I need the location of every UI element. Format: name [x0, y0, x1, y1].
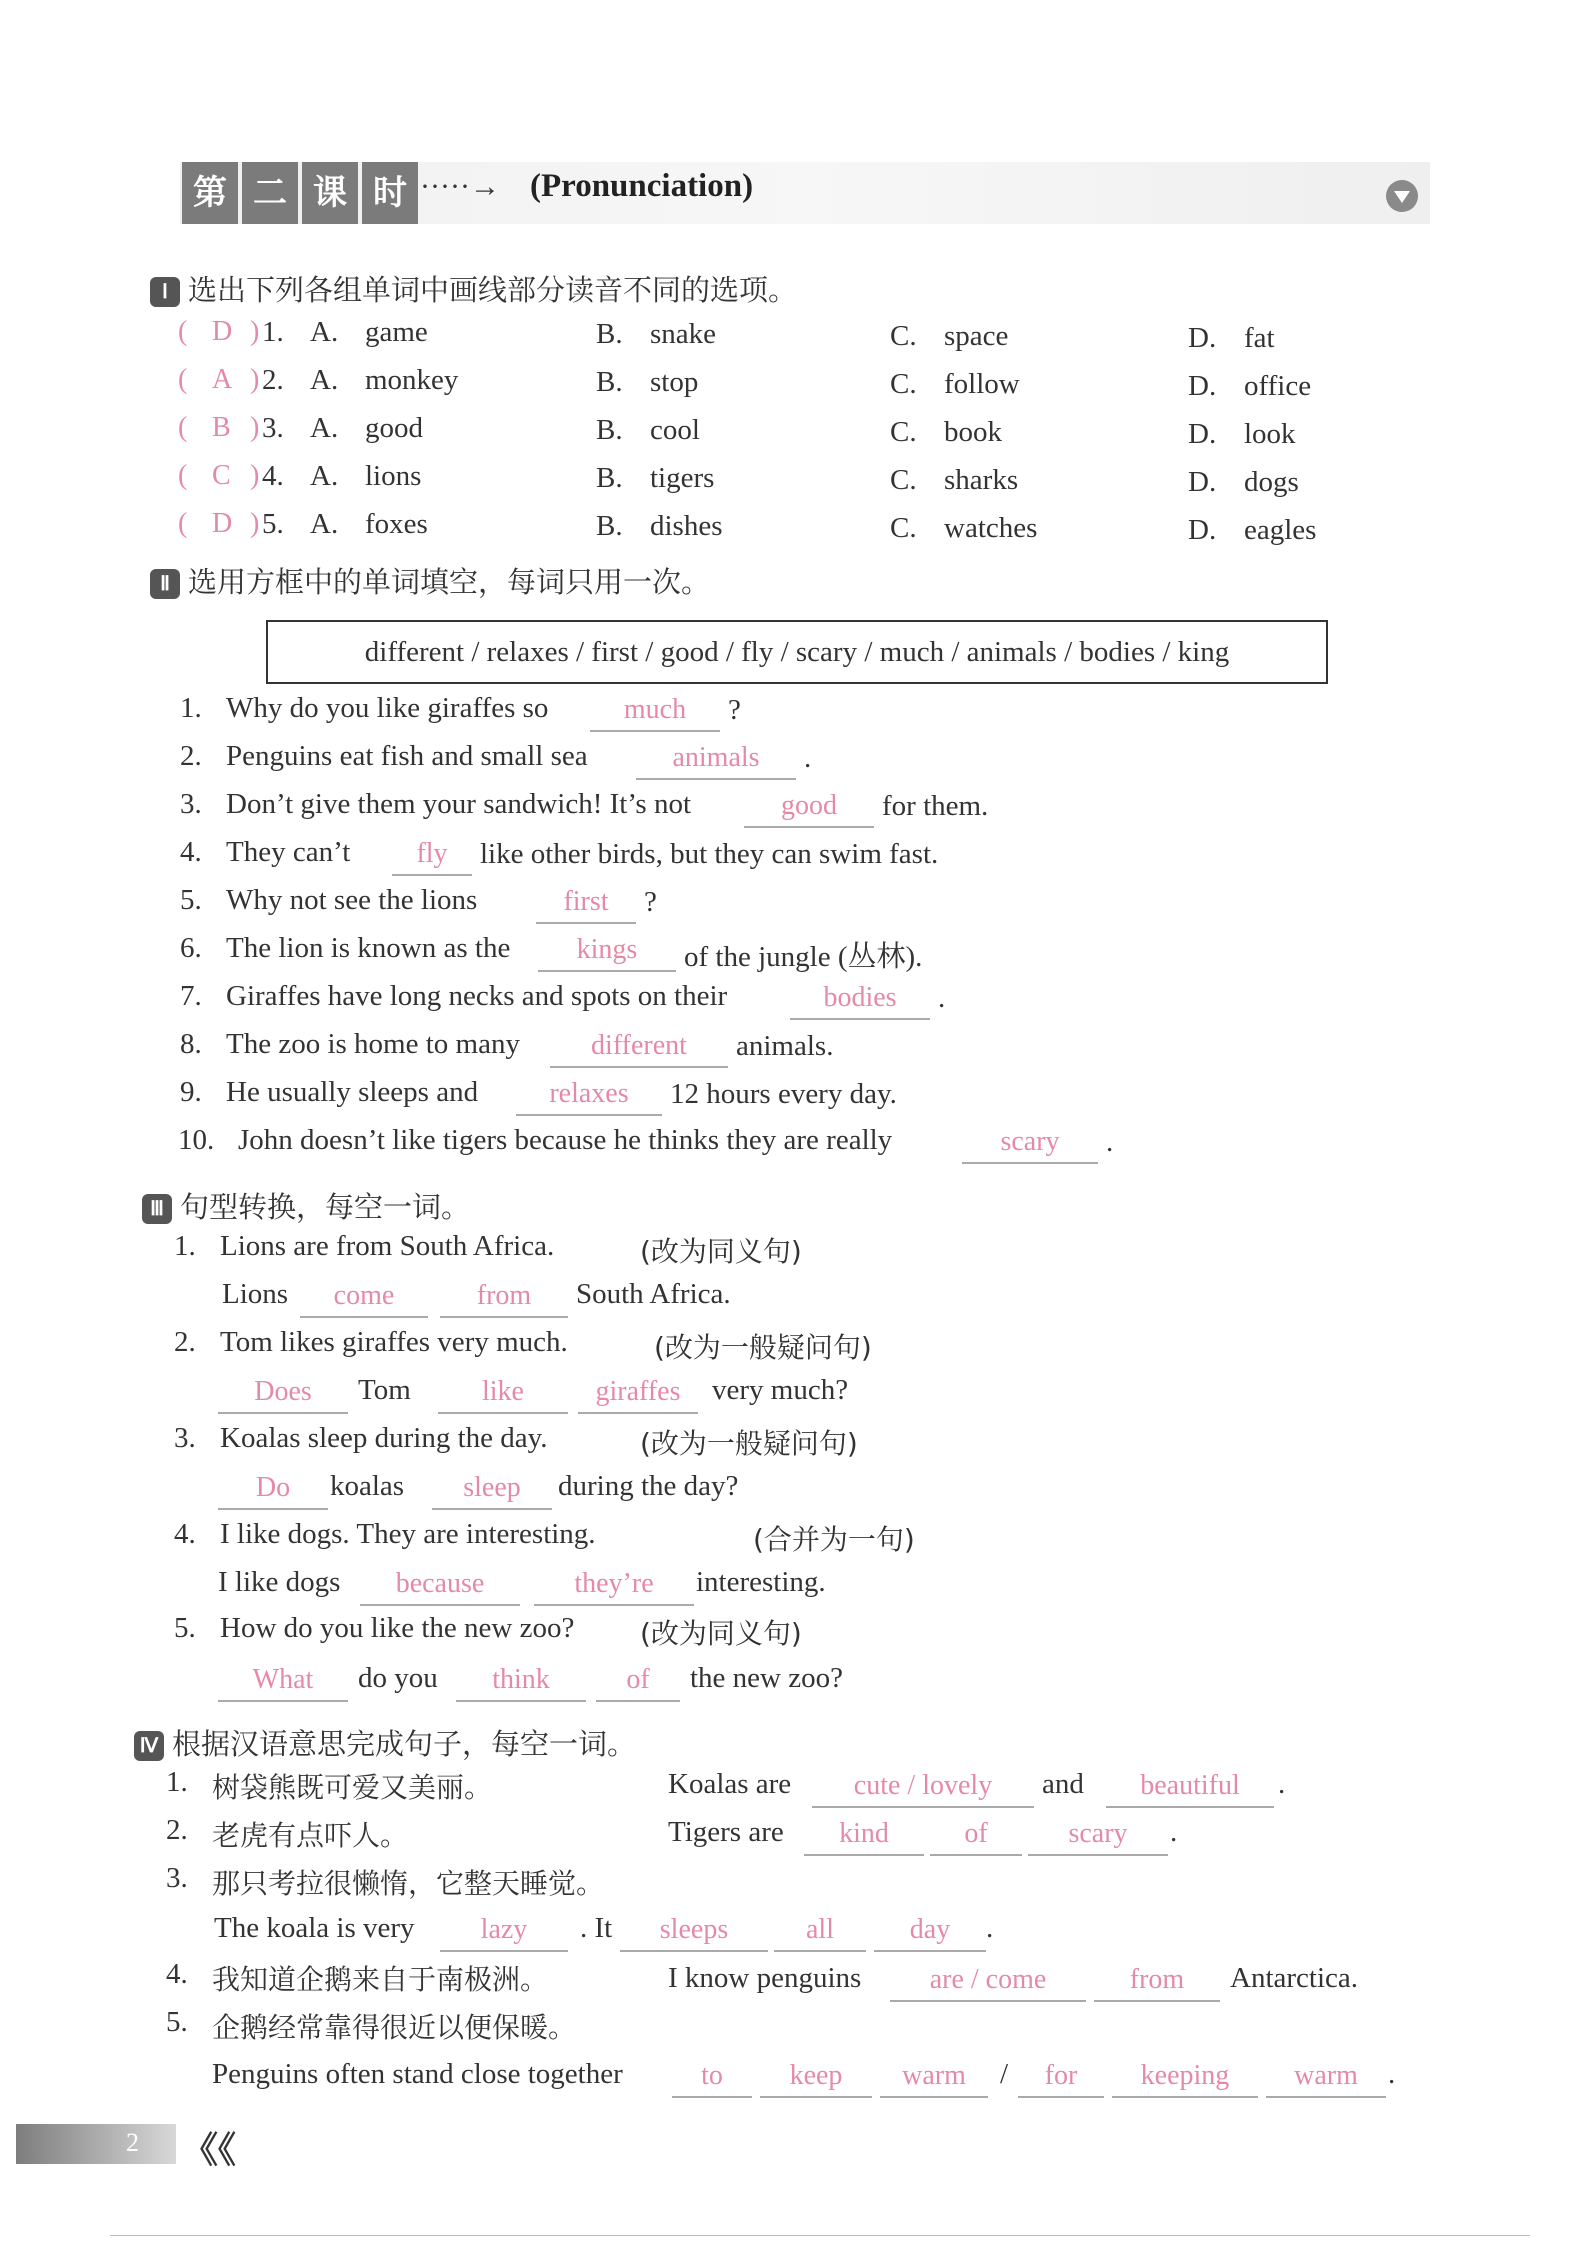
- english-text: Antarctica.: [1230, 1962, 1359, 1994]
- answer-blank: [440, 1910, 568, 1952]
- item-number: 4.: [166, 1958, 188, 1990]
- question-number: 4.: [262, 460, 284, 492]
- answer-blank: [534, 1564, 694, 1606]
- blank-answer: cute / lovely: [853, 1770, 993, 1801]
- answer-blank: [790, 978, 930, 1020]
- answer-blank: [620, 1910, 768, 1952]
- blank-answer: of: [626, 1664, 650, 1695]
- section-2-heading: [150, 560, 710, 601]
- option-letter: D.: [1188, 370, 1217, 402]
- option-letter: A.: [310, 460, 339, 492]
- section-4-heading: [134, 1722, 636, 1763]
- lesson-char-1: 第: [182, 162, 238, 224]
- option-word: stop: [650, 366, 699, 398]
- blank-answer: lazy: [480, 1914, 528, 1945]
- option-word: sharks: [944, 464, 1019, 496]
- blank-answer: animals: [672, 742, 760, 773]
- answer-paren-close: ): [250, 364, 260, 395]
- english-text: . It: [580, 1912, 613, 1944]
- answer-blank: [392, 834, 472, 876]
- blank-answer: all: [806, 1914, 834, 1945]
- blank-answer: first: [563, 886, 609, 917]
- blank-answer: fly: [416, 838, 448, 869]
- answer-blank: [550, 1026, 728, 1068]
- answer-text: very much?: [712, 1374, 849, 1406]
- item-number: 2.: [174, 1326, 196, 1358]
- section-instruction: 句型转换，每空一词。: [180, 1190, 471, 1224]
- english-text: Koalas are: [668, 1768, 792, 1800]
- question-number: 5.: [262, 508, 284, 540]
- answer-blank: [1266, 2056, 1386, 2098]
- word-box: [266, 620, 1328, 684]
- sentence-after: ?: [728, 694, 741, 726]
- sentence-after: .: [938, 982, 946, 1014]
- question-number: 3.: [262, 412, 284, 444]
- sentence-before: The zoo is home to many: [226, 1028, 520, 1060]
- answer-blank: [300, 1276, 428, 1318]
- answer-text: Tom: [358, 1374, 411, 1406]
- answer-blank: [812, 1766, 1034, 1808]
- chevrons-icon: 《《: [182, 2130, 237, 2170]
- item-number: 5.: [166, 2006, 188, 2038]
- item-number: 9.: [180, 1076, 202, 1108]
- question-number: 2.: [262, 364, 284, 396]
- answer-blank: [804, 1814, 924, 1856]
- option-word: dogs: [1244, 466, 1299, 498]
- blank-answer: they’re: [574, 1568, 654, 1599]
- option-word: follow: [944, 368, 1020, 400]
- mc-answer: A: [212, 364, 233, 395]
- answer-blank: [590, 690, 720, 732]
- blank-answer: scary: [1000, 1126, 1060, 1157]
- answer-paren-open: (: [178, 316, 188, 347]
- item-number: 4.: [180, 836, 202, 868]
- answer-blank: [962, 1122, 1098, 1164]
- question-number: 1.: [262, 316, 284, 348]
- answer-text: during the day?: [558, 1470, 739, 1502]
- source-sentence: I like dogs. They are interesting.: [220, 1518, 596, 1550]
- sentence-after: 12 hours every day.: [670, 1078, 897, 1110]
- blank-answer: keep: [789, 2060, 843, 2091]
- english-text: The koala is very: [214, 1912, 415, 1944]
- option-word: office: [1244, 370, 1312, 402]
- item-number: 2.: [180, 740, 202, 772]
- answer-blank: [432, 1468, 552, 1510]
- section-badge: Ⅱ: [150, 569, 180, 599]
- option-letter: B.: [596, 414, 623, 446]
- sentence-before: Penguins eat fish and small sea: [226, 740, 588, 772]
- answer-text: do you: [358, 1662, 438, 1694]
- answer-text: I like dogs: [218, 1566, 341, 1598]
- blank-answer: bodies: [823, 982, 897, 1013]
- item-number: 2.: [166, 1814, 188, 1846]
- sentence-after: like other birds, but they can swim fast.: [480, 838, 939, 870]
- english-text: Tigers are: [668, 1816, 784, 1848]
- source-sentence: Tom likes giraffes very much.: [220, 1326, 568, 1358]
- blank-answer: kind: [839, 1818, 889, 1849]
- lesson-char-4: 时: [362, 162, 418, 224]
- answer-text: South Africa.: [576, 1278, 731, 1310]
- header-arrow: ·····→: [420, 170, 500, 203]
- option-letter: C.: [890, 512, 917, 544]
- blank-answer: sleep: [463, 1472, 521, 1503]
- sentence-after: .: [1106, 1126, 1114, 1158]
- option-letter: D.: [1188, 322, 1217, 354]
- item-number: 6.: [180, 932, 202, 964]
- sentence-before: Giraffes have long necks and spots on their: [226, 980, 728, 1012]
- english-text: Penguins often stand close together: [212, 2058, 623, 2090]
- option-word: fat: [1244, 322, 1275, 354]
- source-sentence: Lions are from South Africa.: [220, 1230, 555, 1262]
- lesson-char-3: 课: [302, 162, 358, 224]
- blank-answer: Does: [254, 1376, 312, 1407]
- answer-blank: [536, 882, 636, 924]
- option-letter: B.: [596, 510, 623, 542]
- option-word: watches: [944, 512, 1038, 544]
- answer-blank: [218, 1372, 348, 1414]
- section-instruction: 选用方框中的单词填空，每词只用一次。: [188, 565, 711, 599]
- instruction-note: (合并为一句): [753, 1523, 915, 1556]
- option-letter: C.: [890, 464, 917, 496]
- answer-blank: [578, 1372, 698, 1414]
- option-letter: A.: [310, 364, 339, 396]
- option-letter: D.: [1188, 466, 1217, 498]
- answer-blank: [218, 1468, 328, 1510]
- sentence-after: .: [804, 742, 812, 774]
- chinese-prompt: 企鹅经常靠得很近以便保暖。: [212, 2011, 577, 2044]
- item-number: 8.: [180, 1028, 202, 1060]
- option-word: monkey: [365, 364, 459, 396]
- answer-blank: [744, 786, 874, 828]
- blank-answer: think: [492, 1664, 550, 1695]
- english-text: and: [1042, 1768, 1084, 1800]
- answer-blank: [538, 930, 676, 972]
- sentence-after: of the jungle (丛林).: [684, 941, 923, 973]
- answer-blank: [774, 1910, 866, 1952]
- option-letter: A.: [310, 316, 339, 348]
- blank-answer: relaxes: [549, 1078, 629, 1109]
- option-letter: D.: [1188, 514, 1217, 546]
- answer-blank: [516, 1074, 662, 1116]
- answer-blank: [1112, 2056, 1258, 2098]
- english-text: .: [1170, 1816, 1178, 1848]
- sentence-before: Why not see the lions: [226, 884, 478, 916]
- answer-blank: [1094, 1960, 1220, 2002]
- option-word: space: [944, 320, 1009, 352]
- word-box-text: different / relaxes / first / good / fly / scary / much / animals / bodies / king: [364, 636, 1230, 668]
- answer-blank: [874, 1910, 986, 1952]
- answer-blank: [440, 1276, 568, 1318]
- option-word: eagles: [1244, 514, 1317, 546]
- option-letter: D.: [1188, 418, 1217, 450]
- answer-blank: [1028, 1814, 1168, 1856]
- answer-blank: [218, 1660, 348, 1702]
- answer-paren-close: ): [250, 316, 260, 347]
- answer-text: Lions: [222, 1278, 289, 1310]
- blank-answer: come: [333, 1280, 395, 1311]
- option-word: good: [365, 412, 423, 444]
- chinese-prompt: 树袋熊既可爱又美丽。: [212, 1771, 493, 1804]
- blank-answer: day: [909, 1914, 951, 1945]
- option-word: look: [1244, 418, 1296, 450]
- answer-blank: [890, 1960, 1086, 2002]
- source-sentence: Koalas sleep during the day.: [220, 1422, 548, 1454]
- bottom-rule: [110, 2235, 1530, 2236]
- blank-answer: from: [476, 1280, 532, 1311]
- section-badge: Ⅳ: [134, 1731, 164, 1761]
- blank-answer: scary: [1068, 1818, 1128, 1849]
- item-number: 1.: [174, 1230, 196, 1262]
- answer-paren-open: (: [178, 460, 188, 491]
- option-letter: B.: [596, 318, 623, 350]
- english-text: .: [1278, 1768, 1286, 1800]
- answer-blank: [596, 1660, 680, 1702]
- answer-blank: [930, 1814, 1022, 1856]
- section-badge: Ⅲ: [142, 1194, 172, 1224]
- blank-answer: kings: [576, 934, 638, 965]
- answer-blank: [672, 2056, 752, 2098]
- item-number: 7.: [180, 980, 202, 1012]
- mc-answer: D: [212, 316, 233, 347]
- section-instruction: 根据汉语意思完成句子，每空一词。: [172, 1727, 637, 1761]
- mc-answer: D: [212, 508, 233, 539]
- sentence-before: The lion is known as the: [226, 932, 511, 964]
- item-number: 1.: [180, 692, 202, 724]
- blank-answer: from: [1129, 1964, 1185, 1995]
- answer-blank: [880, 2056, 988, 2098]
- option-word: foxes: [365, 508, 428, 540]
- blank-answer: for: [1044, 2060, 1078, 2091]
- answer-blank: [360, 1564, 520, 1606]
- answer-blank: [760, 2056, 872, 2098]
- sentence-before: They can’t: [226, 836, 351, 868]
- item-number: 4.: [174, 1518, 196, 1550]
- page-title: (Pronunciation): [530, 168, 754, 204]
- page-number: 2: [126, 2128, 139, 2157]
- source-sentence: How do you like the new zoo?: [220, 1612, 575, 1644]
- item-number: 10.: [178, 1124, 215, 1156]
- section-instruction: 选出下列各组单词中画线部分读音不同的选项。: [188, 273, 798, 307]
- option-letter: C.: [890, 320, 917, 352]
- answer-blank: [1018, 2056, 1104, 2098]
- chevron-down-icon: [1386, 180, 1418, 212]
- option-letter: B.: [596, 366, 623, 398]
- section-1-heading: [150, 268, 797, 309]
- sentence-before: Don’t give them your sandwich! It’s not: [226, 788, 692, 820]
- option-letter: C.: [890, 416, 917, 448]
- item-number: 5.: [174, 1612, 196, 1644]
- answer-paren-open: (: [178, 508, 188, 539]
- option-word: cool: [650, 414, 700, 446]
- option-word: tigers: [650, 462, 715, 494]
- answer-blank: [438, 1372, 568, 1414]
- answer-text: interesting.: [696, 1566, 826, 1598]
- option-word: snake: [650, 318, 717, 350]
- answer-blank: [456, 1660, 586, 1702]
- english-text: I know penguins: [668, 1962, 862, 1994]
- sentence-before: He usually sleeps and: [226, 1076, 479, 1108]
- blank-answer: good: [781, 790, 837, 821]
- answer-paren-close: ): [250, 508, 260, 539]
- mc-answer: C: [212, 460, 231, 491]
- blank-answer: What: [252, 1664, 314, 1695]
- mc-answer: B: [212, 412, 231, 443]
- blank-answer: Do: [255, 1472, 291, 1503]
- item-number: 5.: [180, 884, 202, 916]
- section-badge: Ⅰ: [150, 277, 180, 307]
- blank-answer: giraffes: [595, 1376, 681, 1407]
- option-word: dishes: [650, 510, 723, 542]
- blank-answer: warm: [902, 2060, 966, 2091]
- english-text: /: [1000, 2058, 1009, 2090]
- answer-blank: [1106, 1766, 1274, 1808]
- option-word: game: [365, 316, 428, 348]
- chinese-prompt: 老虎有点吓人。: [212, 1819, 409, 1852]
- lesson-char-2: 二: [242, 162, 298, 224]
- option-letter: A.: [310, 412, 339, 444]
- blank-answer: to: [701, 2060, 723, 2091]
- option-letter: A.: [310, 508, 339, 540]
- blank-answer: different: [591, 1030, 687, 1061]
- instruction-note: (改为一般疑问句): [640, 1427, 858, 1460]
- chinese-prompt: 那只考拉很懒惰，它整天睡觉。: [212, 1867, 605, 1900]
- sentence-after: animals.: [736, 1030, 834, 1062]
- option-word: lions: [365, 460, 422, 492]
- blank-answer: warm: [1294, 2060, 1358, 2091]
- answer-paren-close: ): [250, 412, 260, 443]
- section-3-heading: [142, 1185, 470, 1226]
- blank-answer: sleeps: [659, 1914, 729, 1945]
- answer-text: koalas: [330, 1470, 405, 1502]
- item-number: 1.: [166, 1766, 188, 1798]
- blank-answer: because: [395, 1568, 485, 1599]
- english-text: .: [1388, 2058, 1396, 2090]
- blank-answer: are / come: [929, 1964, 1047, 1995]
- answer-blank: [636, 738, 796, 780]
- blank-answer: like: [482, 1376, 524, 1407]
- blank-answer: of: [964, 1818, 988, 1849]
- instruction-note: (改为同义句): [640, 1617, 802, 1650]
- sentence-before: Why do you like giraffes so: [226, 692, 549, 724]
- answer-paren-close: ): [250, 460, 260, 491]
- item-number: 3.: [180, 788, 202, 820]
- item-number: 3.: [166, 1862, 188, 1894]
- sentence-after: for them.: [882, 790, 989, 822]
- option-letter: B.: [596, 462, 623, 494]
- sentence-after: ?: [644, 886, 657, 918]
- item-number: 3.: [174, 1422, 196, 1454]
- option-word: book: [944, 416, 1002, 448]
- answer-paren-open: (: [178, 364, 188, 395]
- blank-answer: keeping: [1140, 2060, 1230, 2091]
- option-letter: C.: [890, 368, 917, 400]
- instruction-note: (改为一般疑问句): [654, 1331, 872, 1364]
- instruction-note: (改为同义句): [640, 1235, 802, 1268]
- blank-answer: beautiful: [1140, 1770, 1240, 1801]
- answer-text: the new zoo?: [690, 1662, 843, 1694]
- blank-answer: much: [623, 694, 687, 725]
- sentence-before: John doesn’t like tigers because he thinks they are really: [238, 1124, 893, 1156]
- english-text: .: [986, 1912, 994, 1944]
- chinese-prompt: 我知道企鹅来自于南极洲。: [212, 1963, 549, 1996]
- footer-bar: [16, 2124, 176, 2164]
- answer-paren-open: (: [178, 412, 188, 443]
